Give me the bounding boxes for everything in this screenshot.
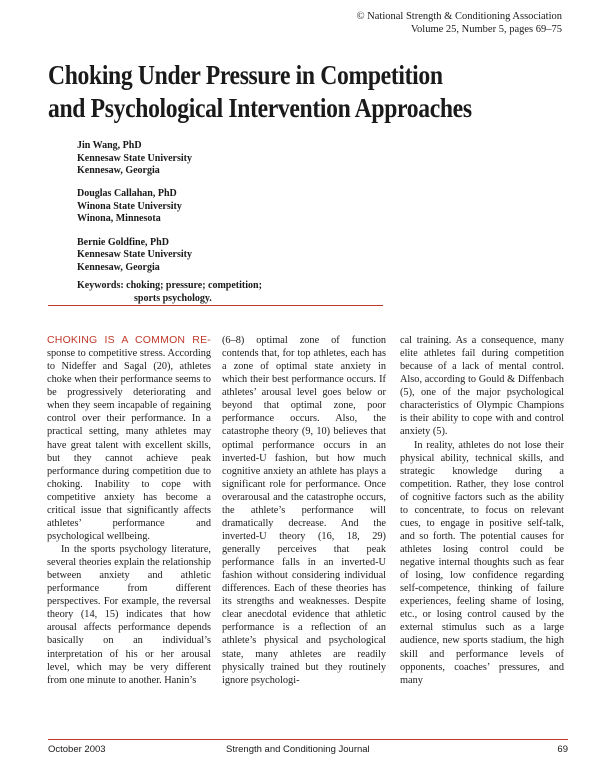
body-column-2: [222, 334, 386, 687]
header-divider: [48, 305, 383, 306]
keywords-line-1: choking; pressure; competition;: [126, 280, 262, 291]
title-line-2: and Psychological Intervention Approaches: [48, 92, 472, 123]
lead-in: CHOKING IS A COMMON RE-: [47, 334, 211, 346]
paragraph: [47, 334, 211, 543]
author-location: Kennesaw, Georgia: [77, 261, 160, 273]
copyright-line: © National Strength & Conditioning Association: [356, 11, 562, 22]
footer-date: October 2003: [48, 744, 106, 755]
author-entry: [77, 188, 192, 226]
footer-journal: Strength and Conditioning Journal: [226, 744, 370, 755]
page-number: 69: [557, 744, 568, 755]
author-name: Bernie Goldfine, PhD: [77, 236, 169, 248]
author-affiliation: Kennesaw State University: [77, 249, 192, 261]
keywords: [77, 280, 262, 305]
body-column-3: [400, 334, 564, 687]
keywords-label: Keywords:: [77, 280, 124, 291]
author-affiliation: Kennesaw State University: [77, 152, 192, 164]
paragraph: In reality, athletes do not lose their physical ability, technical skills, and strategic knowledge during a competition. Rather, they lose control of cognitive factors such as the ability to concentrate, to focus on relevant cues, to engage in positive self-talk, and so forth. The potential causes for athletes losing control could be negative internal thoughts such as fear of losing, low confidence regarding self-competence, thinking of failure experiences, feeling shame of losing, etc., or losing control caused by the external stimulus such as a large audience, new sports stadium, the high skill and performance levels of opponents, coaches’ pressures, and many: [400, 439, 564, 686]
publication-info: [357, 10, 562, 36]
author-entry: [77, 140, 192, 178]
author-affiliation: Winona State University: [77, 200, 182, 212]
author-name: Jin Wang, PhD: [77, 140, 142, 151]
footer-divider: [48, 739, 568, 740]
author-location: Kennesaw, Georgia: [77, 165, 160, 177]
author-block: [77, 140, 192, 285]
body-column-1: [47, 334, 211, 687]
volume-pages-line: Volume 25, Number 5, pages 69–75: [410, 24, 562, 35]
keywords-line-2: sports psychology.: [134, 292, 212, 304]
author-location: Winona, Minnesota: [77, 213, 161, 225]
article-title: [48, 58, 495, 124]
paragraph: (6–8) optimal zone of function contends that, for top athletes, each has a zone of optimal state anxiety in which their best performance occurs. If athletes’ arousal level goes below or beyond that optimal zone, poor performance occurs. Also, the catastrophe theory (9, 10) believes that optimal performance occurs in an inverted-U fashion, but how much cognitive anxiety an athlete has plays a significant role for performance. Once overarousal and the catastrophe occurs, the athlete’s performance will dramatically decrease. And the inverted-U theory (16, 18, 29) generally perceives that peak performance falls in an inverted-U fashion without considering individual differences. Each of these theories has its strengths and weaknesses. Despite clear anecdotal evidence that athletic performance is a reflection of an athlete’s physical and psychological state, many athletes are readily physically trained but they routinely ignore psychologi-: [222, 335, 386, 686]
author-name: Douglas Callahan, PhD: [77, 188, 177, 200]
paragraph: cal training. As a consequence, many elite athletes fail during competition because of a lack of mental control. Also, according to Gould & Diffenbach (5), one of the major psychological characteristics of Olympic Champions is their ability to cope with and control anxiety (5).: [400, 335, 564, 438]
title-line-1: Choking Under Pressure in Competition: [48, 59, 443, 90]
paragraph: In the sports psychology literature, several theories explain the relationship between anxiety and athletic performance from different perspectives. For example, the reversal theory (14, 15) indicates that how arousal affects performance depends basically on an individual’s interpretation of his or her arousal level, which may be very different from one minute to another. Hanin’s: [47, 544, 211, 686]
author-entry: [77, 237, 192, 275]
paragraph-text: sponse to competitive stress. According to Nideffer and Sagal (20), athletes choke when their performance seems to be progressively deteriorating and when they seem incapable of regaining control over their performance. In a practical setting, many athletes may have great talent with excellent skills, but they cannot achieve peak performance during competition due to choking. Inability to cope with competitive anxiety has become a critical issue that significantly affects athletes’ performance and psychological wellbeing.: [47, 348, 211, 542]
